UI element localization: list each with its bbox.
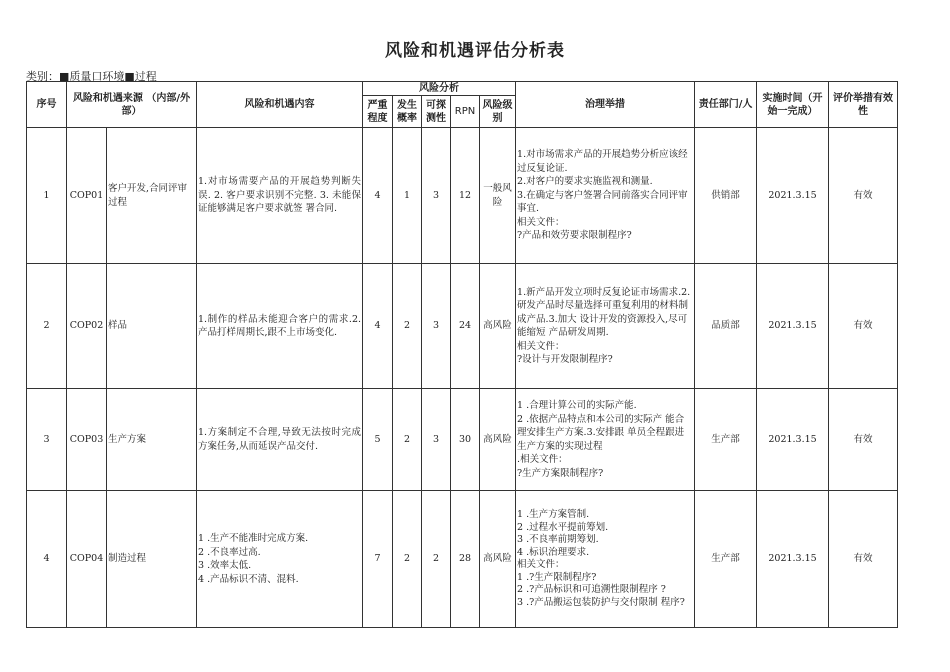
row-level: 一般风险 (480, 128, 516, 264)
row-code: COP02 (67, 264, 107, 389)
header-probability: 发生概率 (393, 96, 422, 128)
row-probability: 2 (393, 389, 422, 491)
row-detectability: 3 (422, 389, 451, 491)
row-severity: 7 (363, 491, 393, 628)
row-content: 1.制作的样品未能迎合客户的需求.2.产品打样周期长,跟不上市场变化. (197, 264, 363, 389)
header-risk-analysis: 风险分析 (363, 82, 516, 96)
row-code: COP03 (67, 389, 107, 491)
row-level: 高风险 (480, 264, 516, 389)
measure-line: 3 .不良率前期筹划. (517, 534, 599, 545)
measure-line: 2 .?产品标识和可追溯性限制程序 ? (517, 584, 666, 595)
row-eval: 有效 (829, 128, 898, 264)
header-measures: 治理举措 (516, 82, 695, 128)
header-eval: 评价举措有效性 (829, 82, 898, 128)
row-measures (516, 389, 695, 491)
row-rpn: 30 (451, 389, 480, 491)
row-date: 2021.3.15 (757, 389, 829, 491)
row-probability: 1 (393, 128, 422, 264)
row-code: COP01 (67, 128, 107, 264)
row-dept: 生产部 (695, 389, 757, 491)
measure-line: ?产品和效劳要求限制程序? (517, 230, 632, 242)
table-row (27, 389, 898, 491)
row-dept: 品质部 (695, 264, 757, 389)
row-date: 2021.3.15 (757, 128, 829, 264)
measure-line: 1 .生产方案管制. (517, 509, 590, 520)
row-source: 生产方案 (107, 389, 197, 491)
row-severity: 4 (363, 264, 393, 389)
header-level: 风险级别 (480, 96, 516, 128)
measure-line: 2 .过程水平提前筹划. (517, 521, 609, 533)
measure-line: 1 .?生产限制程序? (517, 571, 597, 583)
row-source: 客户开发,合同评审过程 (107, 128, 197, 264)
row-no: 2 (27, 264, 67, 389)
row-no: 1 (27, 128, 67, 264)
row-date: 2021.3.15 (757, 491, 829, 628)
measure-line: 2 .依据产品特点和本公司的实际产 能合理安排生产方案.3.安排跟 单员全程跟进生产方案的实现过程 (517, 413, 685, 452)
row-probability: 2 (393, 491, 422, 628)
header-dept: 责任部门/人 (695, 82, 757, 128)
document-title: 风险和机遇评估分析表 (385, 41, 565, 61)
measure-line: 相关文件： (517, 216, 565, 228)
measure-line: 3 .?产品搬运包装防护与交付限制 程序? (517, 596, 685, 608)
header-content: 风险和机遇内容 (197, 82, 363, 128)
measure-line: 相关文件： (517, 559, 565, 570)
row-severity: 5 (363, 389, 393, 491)
table-row (27, 264, 898, 389)
row-severity: 4 (363, 128, 393, 264)
measure-line: 1.对市场需求产品的开展趋势分析应该经过反复论证. (517, 149, 688, 174)
measure-line: 4 .标识治理要求. (517, 546, 590, 558)
header-date: 实施时间（开始一完成） (757, 82, 829, 128)
content-line: 2 .不良率过高. (198, 546, 261, 558)
row-eval: 有效 (829, 491, 898, 628)
row-measures (516, 491, 695, 628)
row-level: 高风险 (480, 389, 516, 491)
row-source: 制造过程 (107, 491, 197, 628)
header-detectability: 可探测性 (422, 96, 451, 128)
measure-line: 相关文件： (517, 340, 565, 352)
row-eval: 有效 (829, 264, 898, 389)
row-no: 4 (27, 491, 67, 628)
table-row (27, 128, 898, 264)
row-date: 2021.3.15 (757, 264, 829, 389)
risk-assessment-table (26, 81, 898, 628)
table-row (27, 491, 898, 628)
row-content: 1.方案制定不合理,导致无法按时完成方案任务,从而延误产品交付. (197, 389, 363, 491)
row-detectability: 3 (422, 128, 451, 264)
row-no: 3 (27, 389, 67, 491)
row-rpn: 28 (451, 491, 480, 628)
row-dept: 生产部 (695, 491, 757, 628)
measure-line: 3.在确定与客户签署合同前落实合同评审事宜. (517, 189, 688, 215)
row-content (197, 491, 363, 628)
measure-line: 1 .合理计算公司的实际产能. (517, 400, 637, 411)
measure-line: 2.对客户的要求实施监视和测量. (517, 176, 653, 188)
category-line: 类别：■质量口环境■过程 (26, 70, 157, 83)
content-line: 1 .生产不能准时完成方案. (198, 533, 309, 544)
row-detectability: 2 (422, 491, 451, 628)
content-line: 4 .产品标识不清、混料. (198, 573, 299, 585)
measure-line: ?生产方案限制程序? (517, 467, 604, 479)
header-source: 风险和机遇来源 （内部/外部） (67, 82, 197, 128)
row-rpn: 12 (451, 128, 480, 264)
row-probability: 2 (393, 264, 422, 389)
measure-line: 1.新产品开发立项时反复论证市场需求.2.研发产品时尽量选择可重复利用的材料制成产品.3.加大 设计开发的资源投入,尽可能缩短 产品研发周期. (517, 286, 691, 338)
row-detectability: 3 (422, 264, 451, 389)
content-line: 3 .效率太低. (198, 560, 252, 571)
header-severity: 严重程度 (363, 96, 393, 128)
row-code: COP04 (67, 491, 107, 628)
row-measures (516, 264, 695, 389)
row-eval: 有效 (829, 389, 898, 491)
row-content: 1.对市场需要产品的开展趋势判断失误. 2. 客户要求识别不完整. 3. 未能保证能够满足客户要求就签 署合同. (197, 128, 363, 264)
row-dept: 供销部 (695, 128, 757, 264)
row-measures (516, 128, 695, 264)
row-level: 高风险 (480, 491, 516, 628)
row-source: 样品 (107, 264, 197, 389)
header-no: 序号 (27, 82, 67, 128)
row-rpn: 24 (451, 264, 480, 389)
header-rpn: RPN (451, 96, 480, 128)
measure-line: ?设计与开发限制程序? (517, 354, 613, 365)
measure-line: .相关文件： (517, 454, 568, 465)
